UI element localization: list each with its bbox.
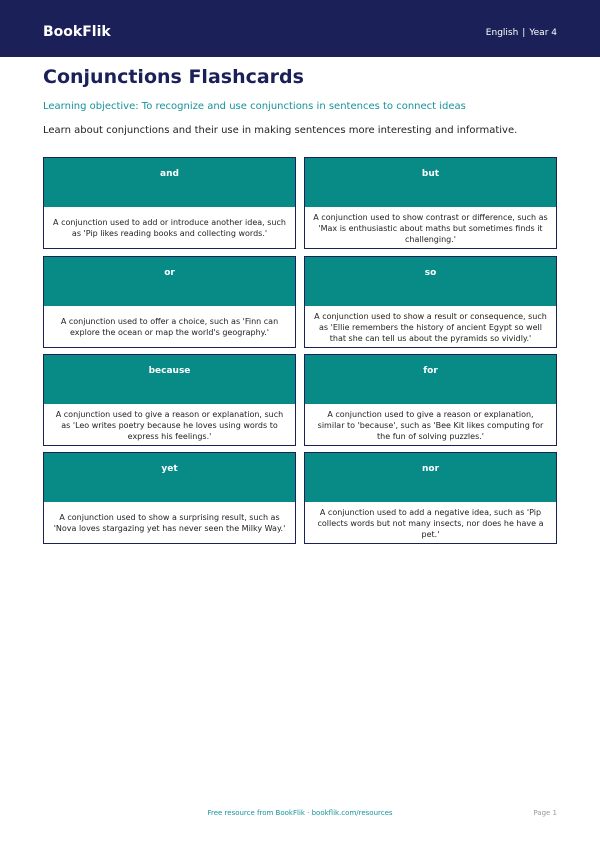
flashcard-definition: A conjunction used to show a surprising result, such as 'Nova loves stargazing yet has never seen the Milky Way.' <box>53 513 286 533</box>
flashcard-term: yet <box>44 453 295 502</box>
flashcard-definition-area <box>305 306 556 348</box>
flashcard-nor[interactable] <box>304 452 557 544</box>
flashcard-term: or <box>44 257 295 306</box>
flashcard-definition: A conjunction used to show contrast or difference, such as 'Max is enthusiastic about maths but sometimes finds it challenging.' <box>313 212 548 244</box>
flashcard-for[interactable] <box>304 354 557 446</box>
flashcard-and[interactable] <box>43 157 296 249</box>
flashcard-but[interactable] <box>304 157 557 249</box>
flashcard-definition-area <box>44 502 295 544</box>
flashcard-definition: A conjunction used to show a result or consequence, such as 'Ellie remembers the history of ancient Egypt so well that she can tell us about the pyramids so vividly.' <box>314 311 547 343</box>
header-bar <box>0 0 600 57</box>
flashcard-definition: A conjunction used to give a reason or explanation, such as 'Leo writes poetry because he loves using words to express his feelings.' <box>55 409 284 441</box>
subject-label: English <box>485 28 519 38</box>
breadcrumb <box>486 27 557 39</box>
flashcard-term: for <box>305 355 556 404</box>
page-number: Page 1 <box>533 809 557 817</box>
year-label: Year 4 <box>529 28 557 38</box>
flashcard-definition-area <box>44 207 295 249</box>
flashcard-definition: A conjunction used to give a reason or explanation, similar to 'because', such as 'Bee Kit likes computing for the fun of solving puzzles.' <box>317 409 544 441</box>
flashcard-definition-area <box>44 404 295 446</box>
flashcard-so[interactable] <box>304 256 557 348</box>
flashcard-definition-area <box>305 502 556 544</box>
flashcard-term: and <box>44 158 295 207</box>
flashcard-definition-area <box>305 207 556 249</box>
learning-objective: Learning objective: To recognize and use conjunctions in sentences to connect ideas <box>43 101 466 112</box>
flashcard-yet[interactable] <box>43 452 296 544</box>
flashcard-or[interactable] <box>43 256 296 348</box>
flashcard-term: but <box>305 158 556 207</box>
intro-text: Learn about conjunctions and their use in making sentences more interesting and informative. <box>43 125 518 136</box>
flashcard-definition-area <box>305 404 556 446</box>
page-title: Conjunctions Flashcards <box>43 66 304 88</box>
breadcrumb-separator: | <box>522 28 526 38</box>
flashcard-term: so <box>305 257 556 306</box>
footer-link[interactable]: Free resource from BookFlik · bookflik.com/resources <box>207 809 393 817</box>
flashcard-definition: A conjunction used to offer a choice, such as 'Finn can explore the ocean or map the world's geography.' <box>60 317 279 337</box>
flashcard-definition-area <box>44 306 295 348</box>
flashcard-because[interactable] <box>43 354 296 446</box>
brand-logo[interactable]: BookFlik <box>43 24 111 40</box>
flashcard-definition: A conjunction used to add a negative idea, such as 'Pip collects words but not many insects, nor does he have a pet.' <box>317 507 544 539</box>
flashcard-term: because <box>44 355 295 404</box>
flashcard-term: nor <box>305 453 556 502</box>
flashcard-definition: A conjunction used to add or introduce another idea, such as 'Pip likes reading books and collecting words.' <box>53 218 286 238</box>
